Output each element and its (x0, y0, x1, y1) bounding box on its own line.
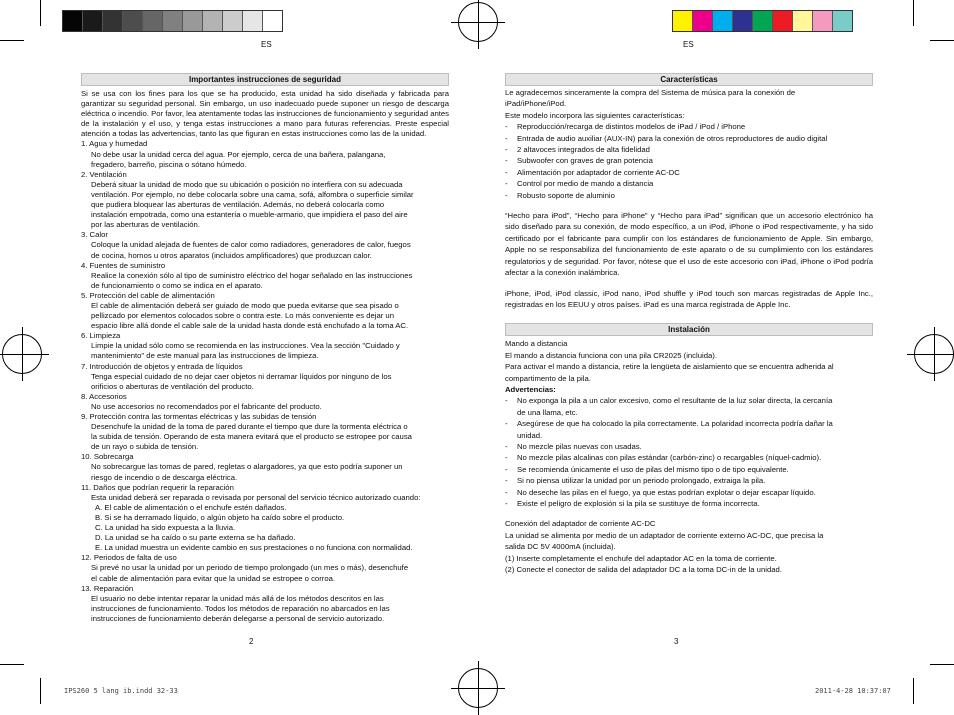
warning-text (517, 395, 832, 418)
swatch (753, 11, 773, 31)
warning-line: No exponga la pila a un calor excesivo, como el resultante de la luz solar directa, la cercanía (517, 396, 833, 406)
bullet-dash: - (505, 464, 508, 474)
bullet-dash: - (505, 419, 508, 429)
swatch (263, 11, 282, 31)
made-for-paragraph: “Hecho para iPod”, “Hecho para iPhone” y “Hecho para iPad” significan que un accesorio electrónico ha sido diseñado para su conexión, de modo específico, a un iPod, iPhone o iPod respectivamente, y ha sido certificado por el fabricante para cumplir con los estándares de funcionamiento de Apple. Sin embargo, Apple no se responsabiliza del funcionamiento de este aparato o de su cumplimiento con los estándares regulatorios y de seguridad. Por favor, nótese que el uso de este accesorio con iPad, iPhone o iPod podría afectar a la conexión inalámbrica. (505, 211, 873, 278)
safety-item-title: 8. Accesorios (81, 391, 127, 401)
adapter-line: Conexión del adaptador de corriente AC-DC (505, 519, 656, 529)
safety-item-text: mantenimiento" de este manual para las instrucciones de limpieza. (91, 351, 319, 361)
swatch (103, 11, 123, 31)
feature-item (505, 178, 873, 189)
bullet-dash: - (505, 179, 508, 189)
safety-item-text: Deberá situar la unidad de modo que su ubicación o posición no interfiera con su adecuada (91, 179, 403, 189)
warnings-list (505, 395, 873, 509)
safety-list (81, 139, 449, 624)
warning-item (505, 395, 873, 418)
page-number-left: 2 (249, 637, 254, 646)
safety-item-title: 7. Introducción de objetos y entrada de líquidos (81, 361, 243, 371)
swatch (223, 11, 243, 31)
safety-item-text: espacio libre allá donde el cable sale de la unidad hasta donde está enchufado a la toma AC. (91, 321, 409, 331)
crop-mark (0, 40, 24, 41)
file-info: IPS260 5 lang ib.indd 32-33 (64, 687, 178, 695)
bullet-dash: - (505, 122, 508, 132)
feature-text: Reproducción/recarga de distintos modelos de iPad / iPod / iPhone (517, 122, 746, 132)
warning-text (517, 475, 765, 486)
remote-line: compartimento de la pila. (505, 373, 591, 383)
safety-item-title: 2. Ventilación (81, 169, 127, 179)
bullet-dash: - (505, 167, 508, 177)
safety-item-text: Tenga especial cuidado de no dejar caer objetos ni derramar líquidos por ninguno de los (91, 371, 392, 381)
safety-item-text: instrucciones de funcionamiento. Todos los métodos de reparación no abarcados en las (91, 603, 390, 613)
bullet-dash: - (505, 499, 508, 508)
crop-mark (930, 40, 954, 41)
features-intro (505, 87, 873, 121)
feature-item (505, 121, 873, 132)
warning-line: No mezcle pilas alcalinas con pilas estándar (carbón-zinc) o recargables (níquel-cadmio). (517, 453, 822, 463)
swatch (183, 11, 203, 31)
bullet-dash: - (505, 453, 508, 463)
swatch (63, 11, 83, 31)
installation-heading: Instalación (505, 323, 873, 336)
color-bar (672, 10, 853, 32)
intro-line: iPad/iPhone/iPod. (505, 99, 567, 109)
safety-item-text: que pudiera bloquear las aberturas de ventilación. Además, no deberá colocarla como (91, 200, 385, 210)
safety-item-title: 4. Fuentes de suministro (81, 260, 166, 270)
bullet-dash: - (505, 145, 508, 155)
warning-text (517, 418, 833, 441)
crop-mark (0, 664, 24, 665)
feature-item (505, 190, 873, 201)
bullet-dash: - (505, 441, 508, 451)
crop-mark (930, 664, 954, 665)
feature-text: Subwoofer con graves de gran potencia (517, 156, 653, 166)
safety-item-text: por las aberturas de ventilación. (91, 220, 200, 230)
safety-item-text: Esta unidad deberá ser reparada o revisada por personal del servicio técnico autorizado cuando: (91, 492, 421, 502)
safety-item-text: No sobrecargue las tomas de pared, regletas o alargadores, ya que esto podría suponer un (91, 462, 403, 472)
safety-item-title: 3. Calor (81, 230, 108, 240)
safety-item-text: El usuario no debe intentar reparar la unidad más allá de los métodos descritos en las (91, 593, 384, 603)
warning-item (505, 464, 873, 475)
safety-item-text: pellizcado por elementos colocados sobre o contra este. Lo más conveniente es dejar un (91, 311, 394, 321)
adapter-line: salida DC 5V 4000mA (incluida). (505, 542, 616, 552)
features-list (505, 121, 873, 201)
safety-item-title: 10. Sobrecarga (81, 452, 134, 462)
adapter-section (505, 518, 873, 575)
adapter-line: (1) Inserte completamente el enchufe del adaptador AC en la toma de corriente. (505, 553, 777, 563)
bullet-dash: - (505, 156, 508, 166)
feature-item (505, 155, 873, 166)
warning-item (505, 452, 873, 463)
warning-text (517, 487, 816, 498)
swatch (203, 11, 223, 31)
adapter-line: (2) Conecte el conector de salida del adaptador DC a la toma DC-in de la unidad. (505, 565, 782, 575)
left-column (81, 73, 449, 624)
swatch (163, 11, 183, 31)
feature-item (505, 144, 873, 155)
swatch (83, 11, 103, 31)
safety-item-text: la subida de tensión. Operando de esta manera evitará que el producto se estropee por causa (91, 432, 412, 442)
safety-item-text: de cocina, hornos u otros aparatos (incluidos amplificadores) que produzcan calor. (91, 250, 372, 260)
safety-item-title: 12. Periodos de falta de uso (81, 553, 177, 563)
swatch (693, 11, 713, 31)
safety-item-title: 13. Reparación (81, 583, 134, 593)
remote-line: El mando a distancia funciona con una pila CR2025 (incluida). (505, 350, 717, 360)
swatch (673, 11, 693, 31)
safety-item-text: el cable de alimentación para evitar que la unidad se estropee o corroa. (91, 573, 336, 583)
swatch (713, 11, 733, 31)
swatch (833, 11, 852, 31)
crop-mark (913, 0, 914, 26)
warning-line: unidad. (517, 430, 543, 440)
safety-item-text: Desenchufe la unidad de la toma de pared durante el tiempo que dure la tormenta eléctrica o (91, 422, 408, 432)
safety-heading: Importantes instrucciones de seguridad (81, 73, 449, 86)
safety-item-text: El cable de alimentación deberá ser guiado de modo que pueda evitarse que sea pisado o (91, 300, 399, 310)
warning-text (517, 464, 789, 475)
safety-item-text: Realice la conexión sólo al tipo de suministro eléctrico del hogar señalado en las instrucciones (91, 270, 413, 280)
safety-item-text: de funcionamiento o como se indica en el aparato. (91, 280, 263, 290)
safety-subitem: E. La unidad muestra un evidente cambio en sus prestaciones o no funciona con normalidad. (95, 543, 413, 553)
safety-item-title: 5. Protección del cable de alimentación (81, 290, 215, 300)
feature-text: Robusto soporte de aluminio (517, 190, 615, 200)
crop-mark (40, 678, 41, 704)
registration-mark-right (914, 334, 954, 374)
safety-item-title: 11. Daños que podrían requerir la reparación (81, 482, 234, 492)
bullet-dash: - (505, 133, 508, 143)
features-heading: Características (505, 73, 873, 86)
feature-text: 2 altavoces integrados de alta fidelidad (517, 145, 650, 155)
swatch (123, 11, 143, 31)
safety-item-text: fregadero, barreño, piscina o sótano húmedo. (91, 159, 247, 169)
warning-item (505, 475, 873, 486)
safety-item-text: No use accesorios no recomendados por el fabricante del producto. (91, 401, 322, 411)
safety-subitem: C. La unidad ha sido expuesta a la lluvia. (95, 523, 236, 533)
safety-item-text: Si prevé no usar la unidad por un periodo de tiempo prolongado (un mes o más), desenchufe (91, 563, 409, 573)
warnings-title: Advertencias: (505, 384, 556, 394)
adapter-line: La unidad se alimenta por medio de un adaptador de corriente externo AC-DC, que precisa la (505, 530, 824, 540)
safety-item-text: riesgo de incendio o de descarga eléctrica. (91, 472, 238, 482)
swatch (143, 11, 163, 31)
safety-subitem: D. La unidad se ha caído o su parte externa se ha dañado. (95, 533, 296, 543)
feature-text: Control por medio de mando a distancia (517, 179, 654, 189)
safety-intro: Si se usa con los fines para los que se ha producido, esta unidad ha sido diseñada y fabricada para garantizar su seguridad personal. Sin embargo, un uso inadecuado puede suponer un riesgo de descarga eléctrica o incendio. Por favor, lea atentamente todas las instrucciones de funcionamiento y seguridad antes de la instalación y el uso, y tenga estas instrucciones a mano para futuras referencias. Preste especial atención a todas las advertencias, tanto las que figuran en estas instrucciones como las de la unidad. (81, 89, 449, 139)
right-column (505, 73, 873, 575)
warning-line: Existe el peligro de explosión si la pila se sustituye de forma incorrecta. (517, 499, 760, 508)
language-label-right: ES (683, 40, 694, 49)
warning-line: No mezcle pilas nuevas con usadas. (517, 441, 642, 451)
swatch (793, 11, 813, 31)
safety-item-text: Limpie la unidad sólo como se recomienda en las instrucciones. Vea la sección "Cuidado y (91, 341, 400, 351)
feature-text: Entrada de audio auxiliar (AUX-IN) para la conexión de otros reproductores de audio digital (517, 133, 828, 143)
remote-section (505, 338, 873, 384)
safety-item-text: No debe usar la unidad cerca del agua. Por ejemplo, cerca de una bañera, palangana, (91, 149, 386, 159)
safety-item-text: de un rayo o subida de tensión. (91, 442, 199, 452)
warning-text (517, 498, 760, 509)
swatch (773, 11, 793, 31)
safety-item-title: 1. Agua y humedad (81, 139, 148, 149)
warning-text (517, 452, 821, 463)
safety-item-text: instalación empotrada, como una estantería o mueble-armario, que impidiera el paso del aire (91, 210, 408, 220)
registration-mark-bottom (458, 668, 498, 708)
feature-item (505, 133, 873, 144)
safety-item-text: orificios o aberturas de ventilación del producto. (91, 381, 254, 391)
safety-item-title: 9. Protección contra las tormentas eléctricas y las subidas de tensión (81, 412, 317, 421)
trademark-paragraph: iPhone, iPod, iPod classic, iPod nano, iPod shuffle y iPod touch son marcas registradas de Apple Inc., registradas en los EEUU y otros países. iPad es una marca registrada de Apple Inc. (505, 288, 873, 309)
swatch (243, 11, 263, 31)
registration-mark-left (2, 334, 42, 374)
remote-line: Para activar el mando a distancia, retire la lengüeta de aislamiento que se encuentra adherida al (505, 362, 834, 372)
bullet-dash: - (505, 190, 508, 200)
warning-line: No deseche las pilas en el fuego, ya que estas podrían explotar o dejar escapar líquido. (517, 487, 816, 497)
swatch (813, 11, 833, 31)
safety-item-text: Coloque la unidad alejada de fuentes de calor como radiadores, generadores de calor, fuegos (91, 240, 411, 250)
warning-line: Asegúrese de que ha colocado la pila correctamente. La polaridad incorrecta podría dañar la (517, 419, 833, 429)
safety-item-title: 6. Limpieza (81, 331, 121, 341)
safety-subitem: B. Si se ha derramado líquido, o algún objeto ha caído sobre el producto. (95, 512, 345, 522)
feature-item (505, 167, 873, 178)
print-timestamp: 2011-4-28 10:37:07 (815, 687, 891, 695)
language-label-left: ES (261, 40, 272, 49)
warning-item (505, 487, 873, 498)
crop-mark (913, 678, 914, 704)
feature-text: Alimentación por adaptador de corriente AC-DC (517, 167, 680, 177)
bullet-dash: - (505, 476, 508, 486)
safety-item-text: instrucciones de funcionamiento deberán delegarse a personal de servicio autorizado. (91, 613, 385, 623)
warning-line: Se recomienda únicamente el uso de pilas del mismo tipo o de tipo equivalente. (517, 464, 789, 474)
warning-line: de una llama, etc. (517, 407, 578, 417)
remote-line: Mando a distancia (505, 339, 568, 349)
safety-item-text: ventilación. Por ejemplo, no debe colocarla sobre una cama, sofá, alfombra o superficie similar (91, 189, 414, 199)
grayscale-bar (62, 10, 283, 32)
registration-mark-top (458, 2, 498, 42)
safety-subitem: A. El cable de alimentación o el enchufe estén dañados. (95, 502, 287, 512)
intro-line: Le agradecemos sinceramente la compra del Sistema de música para la conexión de (505, 88, 796, 97)
bullet-dash: - (505, 396, 508, 406)
page-number-right: 3 (674, 637, 679, 646)
warning-item (505, 418, 873, 441)
crop-mark (40, 0, 41, 26)
intro-line: Este modelo incorpora las siguientes características: (505, 110, 685, 120)
warning-item (505, 441, 873, 452)
swatch (733, 11, 753, 31)
bullet-dash: - (505, 487, 508, 497)
warning-item (505, 498, 873, 509)
warning-text (517, 441, 642, 452)
warning-line: Si no piensa utilizar la unidad por un periodo prolongado, extraiga la pila. (517, 476, 766, 486)
